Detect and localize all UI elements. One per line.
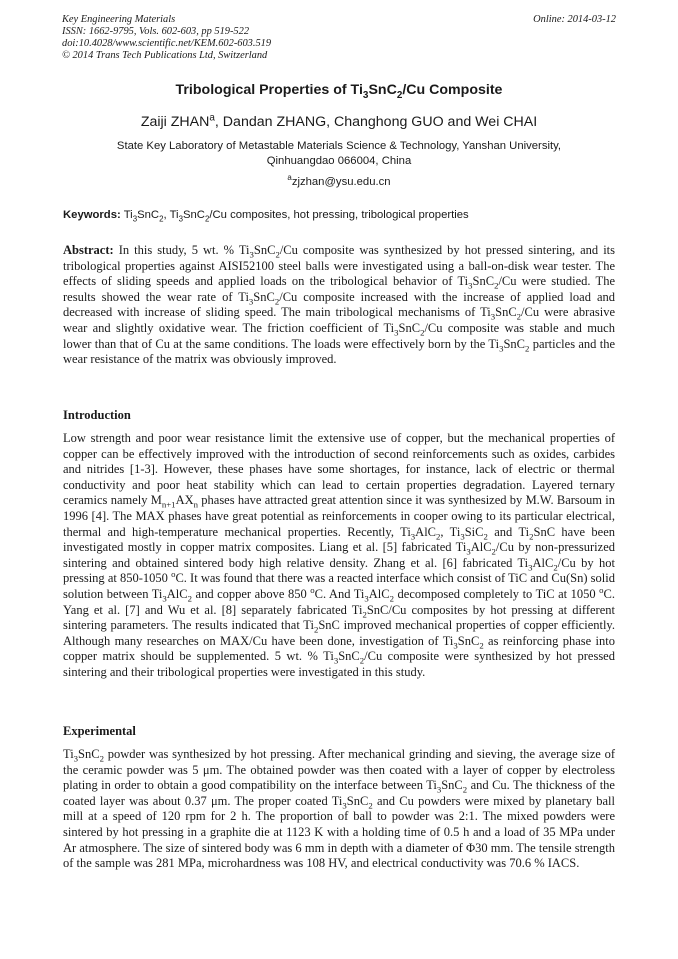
author-list: Zaiji ZHAN$^a$, Dandan ZHANG, Changhong GUO and Wei CHAI	[140, 112, 538, 130]
online-date: Online: 2014-03-12	[533, 14, 616, 25]
introduction-heading: Introduction	[63, 408, 131, 422]
journal-header	[62, 14, 616, 62]
experimental-body: $Ti_3SnC_2$ powder was synthesized by hot pressing. After mechanical grinding and sieving, the average size of the ceramic powder was 5 μm. The obtained powder was then coated with a layer of copper by electroless plating in order to obtain a good compatibility on the interface between $Ti_3SnC_2$ and Cu. The thickness of the coated layer was about 0.37 μm. The proper coated $Ti_3SnC_2$ and Cu powders were mixed by planetary ball mill at a speed of 120 rpm for 2 h. The proportion of ball to powder was 2:1. The mixed powders were sintered by hot pressing in a graphite die at 1123 K with a holding time of 0.5 h and a load of 35 MPa under Ar atmosphere. The size of sintered body was 6 mm in depth with a diameter of Φ30 mm. The tensile strength of the sample was 281 MPa, microhardness was 108 HV, and electrical conductivity was 70.6 % IACS.	[63, 747, 615, 871]
introduction-body: Low strength and poor wear resistance limit the extensive use of copper, but the mechanical properties of copper can be effectively improved with the introduction of second reinforcements such as oxides, carbides and nitrides [1-3]. However, these phases have some shortages, for instance, lack of electric or thermal conductivity and poor heat stability which can lead to certain properties degradation. Layered ternary ceramics namely $M_{n+1}AX_n$ phases have attracted great attention since it was synthesized by M.W. Barsoum in 1996 [4]. The MAX phases have great potential as reinforcements in cooper owing to its particular electrical, thermal and high-temperature mechanical properties. Recently, $Ti_3AlC_2$, $Ti_3SiC_2$ and $Ti_2SnC$ have been investigated mostly in copper matrix composites. Liang et al. [5] fabricated $Ti_3AlC_2/Cu$ by non-pressurized sintering and obtained sintered body high relative density. Zhang et al. [6] fabricated $Ti_3AlC_2/Cu$ by hot pressing at 850-1050 $^o$C. It was found that there was a reacted interface which consist of TiC and Cu(Sn) solid solution between $Ti_3AlC_2$ and copper above 850 $^o$C. And $Ti_3AlC_2$ decomposed completely to TiC at 1050 $^o$C. Yang et al. [7] and Wu et al. [8] separately fabricated $Ti_2SnC/Cu$ composites by hot pressing at different sintering parameters. The results indicated that $Ti_2SnC$ improved mechanical properties of copper efficiently. Although many researches on MAX/Cu have been done, investigation of $Ti_3SnC_2$ as reinforcing phase into copper matrix should be supplemented. 5 wt. % $Ti_3SnC_2/Cu$ composite were synthesized by hot pressed sintering and their tribological properties were investigated in this study.	[63, 431, 616, 679]
keywords: Keywords: $Ti_3SnC_2$, $Ti_3SnC_2/Cu$ composites, hot pressing, tribological properties	[63, 209, 469, 224]
keywords-label: Keywords:	[63, 209, 121, 221]
affiliation: State Key Laboratory of Metastable Materials Science & Technology, Yanshan University, Qinhuangdao 066004, China	[116, 140, 562, 167]
experimental-heading: Experimental	[63, 724, 136, 738]
journal-name: Key Engineering Materials	[62, 14, 176, 25]
abstract: Abstract: In this study, 5 wt. % $Ti_3SnC_2/Cu$ composite was synthesized by hot pressed sintering, and its tribological properties against AISI52100 steel balls were investigated using a ball-on-disk wear tester. The effects of sliding speeds and applied loads on the tribological behavior of $Ti_3SnC_2/Cu$ were studied. The results showed the wear rate of $Ti_3SnC_2/Cu$ composite increased with the increase of applied load and decreased with increase of sliding speed. The main tribological mechanisms of $Ti_3SnC_2/Cu$ were abrasive wear and slightly oxidative wear. The friction coefficient of $Ti_3SnC_2/Cu$ composite was stable and much lower than that of Cu at the same conditions. The loads were effectively born by the $Ti_3SnC_2$ particles and the wear resistance of the matrix was obviously improved.	[63, 243, 616, 367]
abstract-label: Abstract:	[63, 243, 114, 257]
issn-line: ISSN: 1662-9795, Vols. 602-603, pp 519-522	[62, 26, 250, 37]
doi-line: doi:10.4028/www.scientific.net/KEM.602-603.519	[62, 38, 272, 49]
copyright-line: © 2014 Trans Tech Publications Ltd, Switzerland	[62, 50, 268, 61]
author-email[interactable]: $^a$zjzhan@ysu.edu.cn	[287, 173, 391, 188]
paper-title: Tribological Properties of $Ti_3SnC_2/Cu$ Composite	[175, 82, 503, 101]
